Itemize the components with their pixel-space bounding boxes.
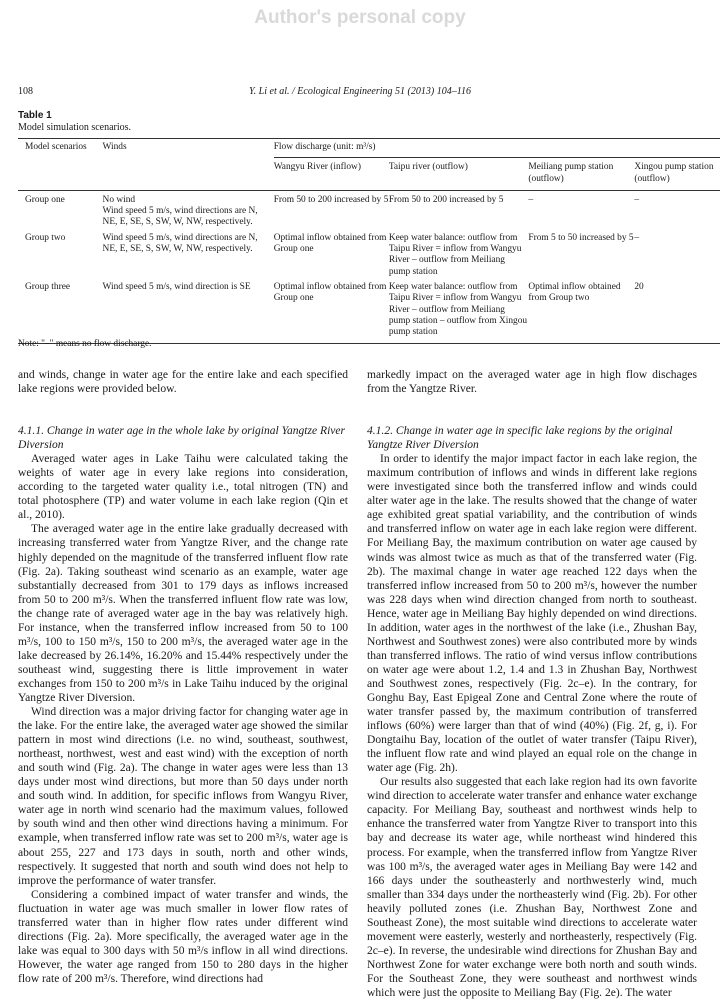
section-heading: 4.1.2. Change in water age in specific lake regions by the original Yangtze River Diversion (367, 425, 673, 452)
cell-wangyu: Optimal inflow obtained from Group one (273, 232, 387, 255)
cell-taipu: Keep water balance: outflow from Taipu River = inflow from Wangyu River – outflow from Meiliang pump station – outflow from Xingou pump station (389, 278, 529, 344)
header-model-scenarios: Model scenarios (18, 139, 103, 191)
cell-taipu: From 50 to 200 increased by 5 (388, 194, 504, 205)
cell-xingou: – (634, 232, 640, 243)
page-number: 108 (18, 86, 33, 97)
cell-scenario: Group three (18, 278, 103, 344)
paragraph: Considering a combined impact of water transfer and winds, the fluctuation in water age was much smaller in lower flow rates of transferred water than in higher flow rates under different wind directions (Fig. 2a). More specifically, the averaged water age in the lake was equal to 300 days with 50 m³/s inflow in all wind directions. However, the water age ranged from 150 to 280 days in the higher flow rate of 200 m³/s. Therefore, wind directions had (18, 888, 348, 985)
right-column (367, 368, 697, 1000)
cell-xingou: – (634, 194, 640, 205)
left-column (18, 368, 348, 986)
header-winds: Winds (103, 139, 274, 191)
cell-wangyu: From 50 to 200 increased by 5 (273, 194, 389, 205)
cell-scenario: Group two (25, 232, 66, 243)
cell-winds: Wind speed 5 m/s, wind directions are N, NE, E, SE, S, SW, W, NW, respectively. (102, 232, 258, 255)
scenarios-table (18, 138, 720, 344)
cell-taipu: Keep water balance: outflow from Taipu River = inflow from Wangyu River – outflow from Meiliang pump station (388, 232, 522, 277)
running-title: Y. Li et al. / Ecological Engineering 51 (2013) 104–116 (249, 86, 471, 97)
paragraph: Averaged water ages in Lake Taihu were calculated taking the weights of water age in every lake regions into consideration, according to the targeted water quality i.e., total nitrogen (TN) and total photosphere (TP) and water volume in each lake region (Qin et al., 2010). (18, 453, 348, 522)
table-label: Table 1 (18, 110, 52, 121)
table-caption (18, 110, 131, 134)
header-flow-discharge: Flow discharge (unit: m³/s) (274, 139, 720, 158)
cell-meiliang: From 5 to 50 increased by 5 (528, 232, 634, 243)
header-meiliang: Meiliang pump station (outflow) (528, 158, 634, 191)
table-note: Note: "–" means no flow discharge. (18, 339, 152, 349)
header-taipu: Taipu river (outflow) (389, 158, 529, 191)
paragraph: Wind direction was a major driving factor for changing water age in the lake. For the entire lake, the averaged water age showed the similar pattern in most wind directions (i.e. no wind, southeast, southwest, northeast, northwest, west and east wind) with the exception of north and south wind (Fig. 2a). The change in water ages were less than 13 days under most wind directions, but more than 50 days under north and south wind. In addition, for specific inflows from Wangyu River, water age in north wind scenario had the maximum values, followed by south wind and then other wind directions having a minimum. For example, when transferred inflow rate was set to 200 m³/s, water age is about 255, 227 and 173 days in south, north and other winds, respectively. It suggested that north and south wind does not help to improve the performance of water transfer. (18, 706, 348, 887)
table-row (18, 190, 720, 228)
cell-winds: Wind speed 5 m/s, wind direction is SE (103, 278, 274, 344)
table-header-row (18, 139, 720, 158)
section-heading: 4.1.1. Change in water age in the whole lake by original Yangtze River Diversion (18, 425, 346, 452)
cell-winds: No wind Wind speed 5 m/s, wind directions are N, NE, E, SE, S, SW, W, NW, respectively. (102, 194, 258, 228)
paragraph: In order to identify the major impact factor in each lake region, the maximum contribution of inflows and winds in different lake regions were investigated since both the transferred inflow and winds could alter water age in the lake. The results showed that the change of water age exhibited great spatial variability, and the contribution of winds and transferred inflow on water age in each lake region were different. For Meiliang Bay, the maximum contribution on water age caused by winds was almost twice as much as that of the transferred water (Fig. 2b). The maximal change in water age reached 122 days when the transferred inflow increased from 50 to 200 m³/s, however the number was 228 days when wind direction changed from north to southeast. Hence, water age in Meiliang Bay highly depended on wind directions. In addition, water ages in the northwest of the lake (i.e., Zhushan Bay, Northwest and Southwest zones) were also contributed more by winds than transferred inflows. The ratio of wind versus inflow contributions on water age were about 1.2, 1.4 and 1.3 in Zhushan Bay, Northwest and Southwest zones, respectively (Fig. 2c–e). In the contrary, for Gonghu Bay, East Epigeal Zone and Central Zone where the route of water transfer passed by, the maximum contribution of transferred inflows (60%) were larger than that of wind (40%) (Fig. 2f, g, i). For Dongtaihu Bay, location of the outlet of water transfer (Taipu River), the influent flow rate and wind played an equal role on the change in water age (Fig. 2h). (367, 453, 697, 775)
table-row (18, 229, 720, 278)
watermark: Author's personal copy (254, 7, 466, 28)
cell-xingou: 20 (634, 278, 720, 344)
table-caption-text: Model simulation scenarios. (18, 122, 132, 133)
table-row (18, 278, 720, 344)
paragraph: markedly impact on the averaged water age in high flow dischages from the Yangtze River. (367, 369, 697, 396)
cell-wangyu: Optimal inflow obtained from Group one (274, 278, 389, 344)
paragraph: The averaged water age in the entire lake gradually decreased with increasing transferred water from Yangtze River, and the change rate highly depended on the magnitude of the transferred influent flow rate (Fig. 2a). Taking southeast wind scenario as an example, water age substantially decreased from 301 to 179 days as inflows increased from 50 to 200 m³/s. When the transferred influent flow rate was low, the change rate of averaged water age in the bay was relatively high. For instance, when the transferred inflow increased from 50 to 100 m³/s, 100 to 150 m³/s, 150 to 200 m³/s, the averaged water age in the lake decreased by 26.14%, 16.20% and 15.44% respectively under the southeast wind, suggesting there is little improvement in water exchanges from 150 to 200 m³/s in Lake Taihu induced by the original Yangtze River Diversion. (18, 523, 348, 704)
cell-meiliang: – (528, 194, 534, 205)
header-xingou: Xingou pump station (outflow) (634, 158, 720, 191)
cell-meiliang: Optimal inflow obtained from Group two (528, 278, 634, 344)
cell-scenario: Group one (25, 194, 65, 205)
header-wangyu: Wangyu River (inflow) (274, 158, 389, 191)
paragraph: Our results also suggested that each lake region had its own favorite wind direction to accelerate water transfer and enhance water exchange capacity. For Meiliang Bay, southeast and northwest winds help to enhance the transferred water from Yangtze River to transport into this bay and decrease its water age, while northeast wind hindered this process. For example, when the transferred inflow from Yangtze River was 100 m³/s, the averaged water ages in Meiliang Bay were 142 and 166 days under the southeasterly and northwesterly wind, much smaller than 334 days under the northeasterly wind (Fig. 2b). For other heavily polluted zones (i.e. Zhushan Bay, Northwest Zone and Southeast Zone), the most suitable wind directions to accelerate water movement were easterly, westerly and northeasterly, respectively (Fig. 2c–e). In reverse, the undesirable wind directions for Zhushan Bay and Northwest Zone for water exchange were both north and south winds. For the Southeast Zone, they were southeast and northwest winds which were just the opposite to Meiliang Bay (Fig. 2e). The water (367, 776, 697, 999)
paragraph: and winds, change in water age for the entire lake and each specified lake regions were provided below. (18, 369, 348, 396)
